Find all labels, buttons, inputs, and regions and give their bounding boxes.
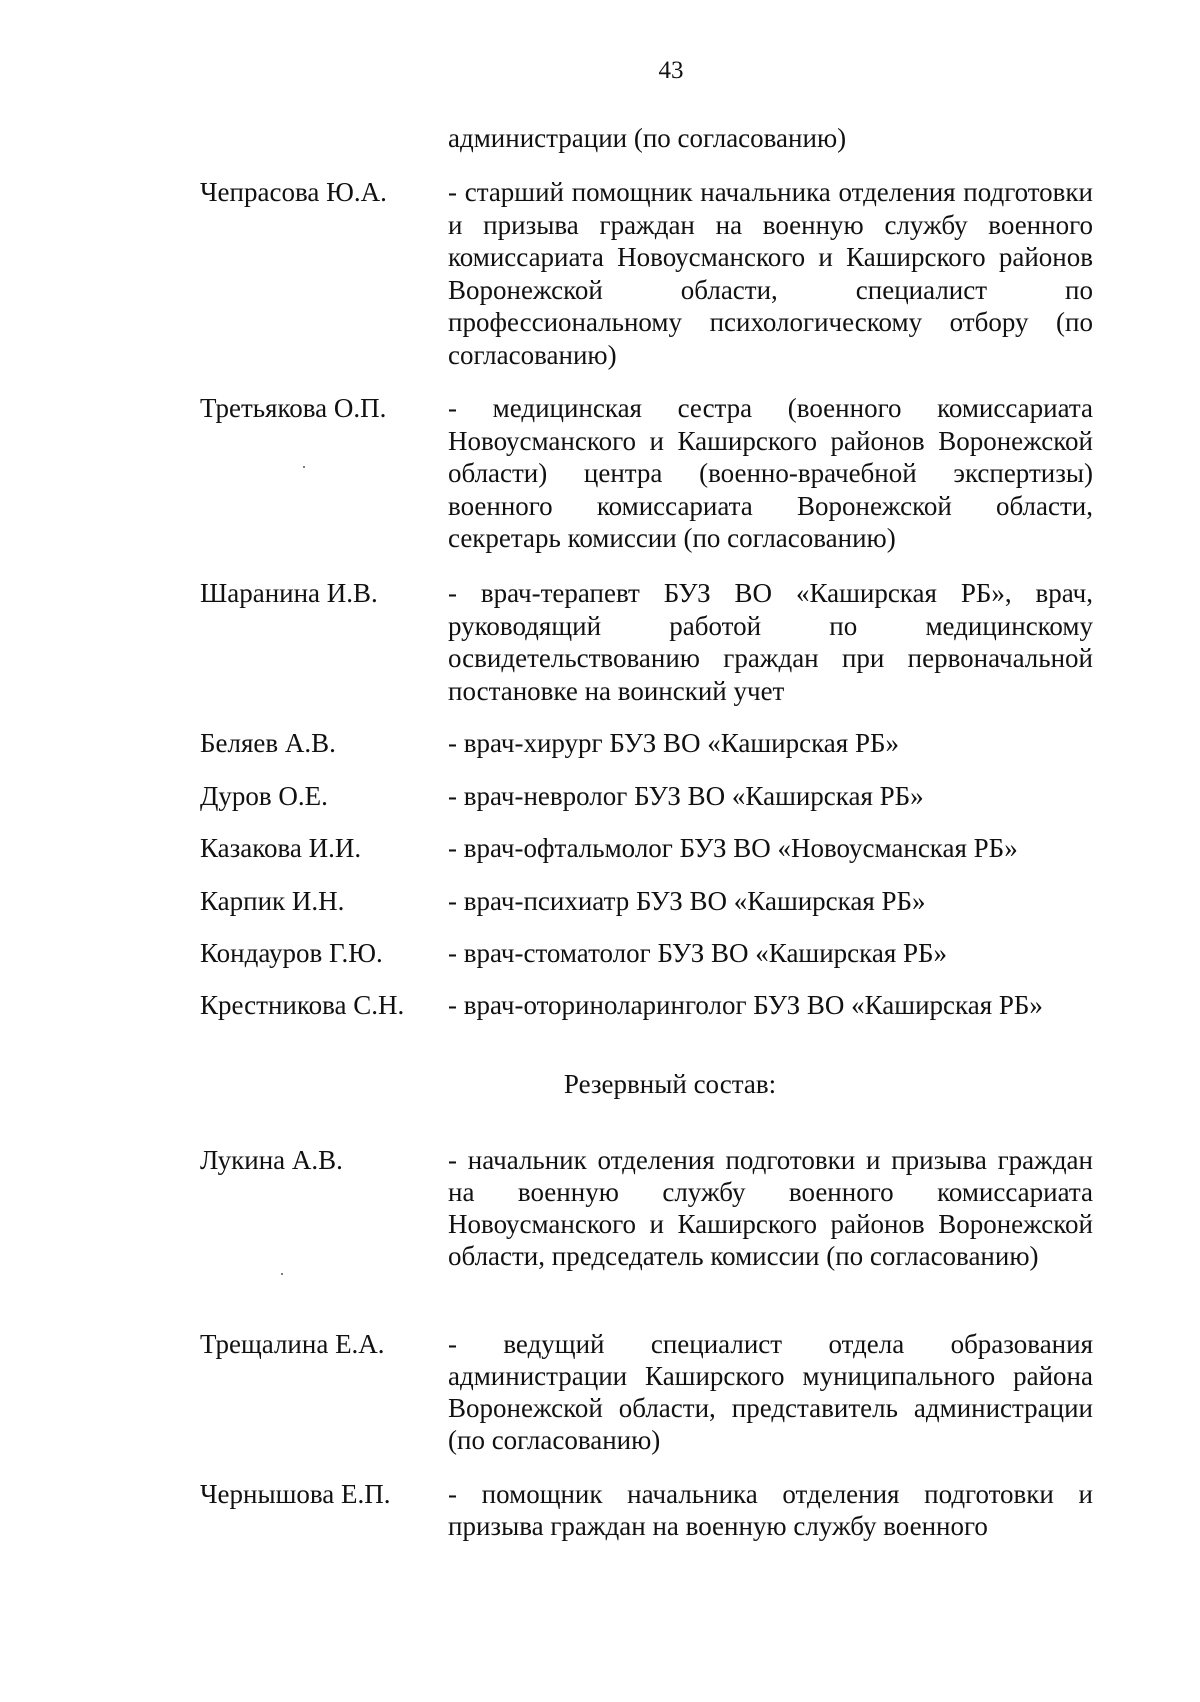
member-role: - врач-стоматолог БУЗ ВО «Каширская РБ» [448,938,948,968]
scan-speck [281,1273,283,1275]
member-role: - ведущий специалист отдела образования администрации Каширского муниципального района Воронежской области, представитель администрации (по согласованию) [448,1329,1093,1455]
member-role: - врач-невролог БУЗ ВО «Каширская РБ» [448,781,924,811]
member-role: - врач-терапевт БУЗ ВО «Каширская РБ», врач, руководящий работой по медицинскому освидетельствованию граждан при первоначальной постановке на воинский учет [448,578,1093,706]
member-name: Крестникова С.Н. [200,990,405,1020]
member-role: - врач-оториноларинголог БУЗ ВО «Каширская РБ» [448,990,1043,1020]
member-role: - врач-офтальмолог БУЗ ВО «Новоусманская РБ» [448,833,1018,863]
member-name: Шаранина И.В. [200,578,378,608]
page-number: 43 [658,57,684,84]
member-name: Чернышова Е.П. [200,1479,391,1509]
member-name: Карпик И.Н. [200,886,345,916]
reserve-heading: Резервный состав: [563,1069,777,1099]
member-role: - медицинская сестра (военного комиссариата Новоусманского и Каширского районов Воронежской области) центра (военно-врачебной экспертизы) военного комиссариата Воронежской области, секретарь комиссии (по согласованию) [448,393,1093,553]
member-name: Казакова И.И. [200,833,362,863]
member-role: - начальник отделения подготовки и призыва граждан на военную службу военного комиссариата Новоусманского и Каширского районов Воронежской области, председатель комиссии (по согласованию) [448,1145,1093,1271]
member-name: Трещалина Е.А. [200,1329,385,1359]
member-name: Беляев А.В. [200,728,336,758]
member-name: Третьякова О.П. [200,393,387,423]
scan-speck [303,466,305,468]
member-name: Дуров О.Е. [200,781,328,811]
member-name: Чепрасова Ю.А. [200,177,387,207]
member-name: Лукина А.В. [200,1145,343,1175]
continuation-text: администрации (по согласованию) [448,123,847,153]
member-name: Кондауров Г.Ю. [200,938,383,968]
member-role: - врач-психиатр БУЗ ВО «Каширская РБ» [448,886,926,916]
member-role: - врач-хирург БУЗ ВО «Каширская РБ» [448,728,899,758]
member-role: - старший помощник начальника отделения подготовки и призыва граждан на военную службу военного комиссариата Новоусманского и Каширского районов Воронежской области, специалист по профессиональному психологическому отбору (по согласованию) [448,177,1093,370]
member-role: - помощник начальника отделения подготовки и призыва граждан на военную службу военного [448,1479,1093,1541]
